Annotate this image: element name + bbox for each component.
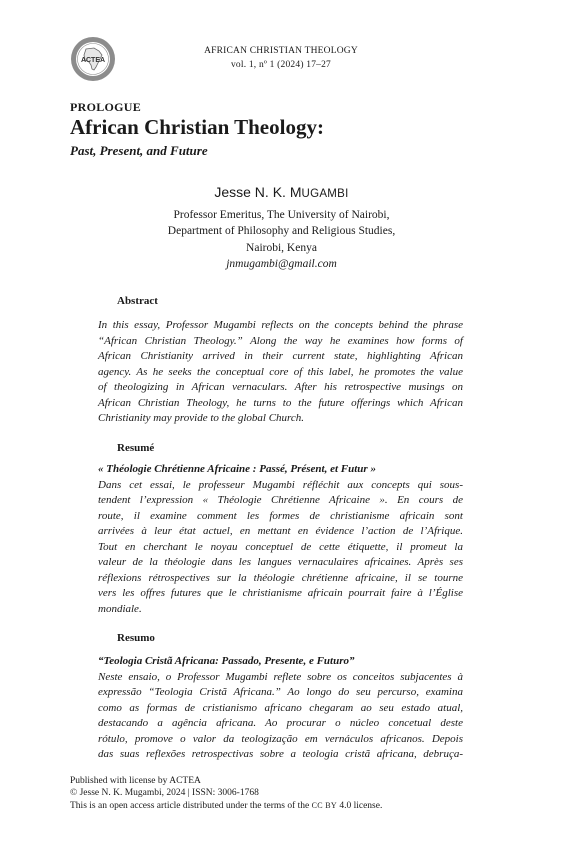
license-link[interactable]: CC BY	[311, 800, 337, 810]
article-title: African Christian Theology:	[70, 115, 324, 139]
resumo-text	[98, 654, 463, 763]
author-affiliation	[0, 207, 563, 272]
abstract-line: African Christianity arrived in their current state, highlighting African	[98, 350, 463, 362]
author-name-first: Jesse N. K. M	[214, 184, 302, 200]
abstract-heading: Abstract	[117, 295, 158, 307]
article-label: PROLOGUE	[70, 100, 142, 114]
resumo-title: “Teologia Cristã Africana: Passado, Presente, e Futuro”	[98, 655, 355, 667]
resumo-line: destacando a agência africana. Ao procurar o núcleo concetual deste	[98, 717, 463, 729]
footer-access-line	[70, 800, 382, 812]
affiliation-line: Professor Emeritus, The University of Nairobi,	[173, 209, 390, 221]
resumo-line: das suas reflexões retrospectivas sobre a teologia cristã africana, debruça-	[98, 748, 463, 760]
abstract-line: African Christian Theology, he turns to the future offerings which African	[98, 396, 463, 409]
abstract-line: of theologizing in African vernaculars. After his retrospective musings on	[98, 381, 463, 393]
actea-logo	[70, 36, 116, 82]
resumo-line: Neste ensaio, o Professor Mugambi reflete sobre os conceitos subjacentes à	[98, 670, 463, 683]
author-name	[0, 184, 563, 200]
journal-header	[196, 44, 366, 72]
resumo-line: como as formas de cristianismo africano chegaram ao seu estado atual,	[98, 701, 463, 714]
volume-info: vol. 1, nº 1 (2024) 17–27	[230, 60, 332, 70]
footer-access-text-end: 4.0 license.	[336, 800, 383, 811]
resume-line: Tout en cherchant le noyau conceptuel de cette étiquette, il promeut la	[98, 540, 463, 553]
resume-heading: Resumé	[117, 442, 155, 454]
resume-title: « Théologie Chrétienne Africaine : Passé, Présent, et Futur »	[98, 463, 376, 475]
page-footer	[70, 775, 382, 812]
resume-line: valeur de la théologie dans les langues vernaculaires africaines. Après ses	[98, 556, 463, 568]
abstract-line: “African Christian Theology.” Along the way he examines how forms of	[98, 334, 463, 347]
resume-line: arrivées à leur état actuel, en mettant en évidence l’action de l’Afrique.	[98, 525, 463, 537]
resumo-line: expressão “Teologia Cristã Africana.” Ao longo do seu percurso, examina	[98, 686, 463, 698]
abstract-text	[98, 318, 463, 427]
abstract-line: Christianity may provide to the global Church.	[98, 412, 305, 424]
author-email[interactable]: jnmugambi@gmail.com	[226, 257, 337, 270]
resume-line: route, il examine comment les formes de christianisme africain sont	[98, 509, 463, 522]
resume-line: mondiale.	[98, 602, 142, 615]
resume-line: Dans cet essai, le professeur Mugambi réfléchit aux concepts qui sous-	[98, 478, 463, 491]
resumo-heading: Resumo	[117, 632, 155, 644]
affiliation-line: Department of Philosophy and Religious Studies,	[167, 225, 396, 238]
abstract-line: agency. As he seeks the conceptual core of this label, he promotes the value	[98, 365, 463, 378]
author-name-rest: UGAMBI	[301, 188, 349, 200]
resume-line: réflexions rétrospectives sur la théologie chrétienne africaine, il se tourne	[98, 571, 463, 584]
svg-text:ACTEA: ACTEA	[80, 57, 106, 64]
footer-license-line: Published with license by ACTEA	[70, 776, 201, 786]
abstract-line: In this essay, Professor Mugambi reflects on the concepts behind the phrase	[98, 319, 463, 331]
footer-access-text: This is an open access article distributed under the terms of the	[70, 800, 312, 811]
journal-name: AFRICAN CHRISTIAN THEOLOGY	[204, 46, 358, 56]
resume-text	[98, 462, 463, 617]
article-subtitle: Past, Present, and Future	[70, 143, 208, 158]
resumo-line: rótulo, promove o valor da teologização em vernáculos africanos. Depois	[98, 732, 463, 745]
affiliation-line: Nairobi, Kenya	[246, 241, 317, 254]
resume-line: vers les offres futures que le christianisme africain pourrait faire à l’Église	[98, 587, 463, 599]
footer-copyright-line: © Jesse N. K. Mugambi, 2024 | ISSN: 3006-1768	[70, 788, 259, 799]
resume-line: tendent l’expression « Théologie Chrétienne Africaine ». En cours de	[98, 494, 463, 506]
